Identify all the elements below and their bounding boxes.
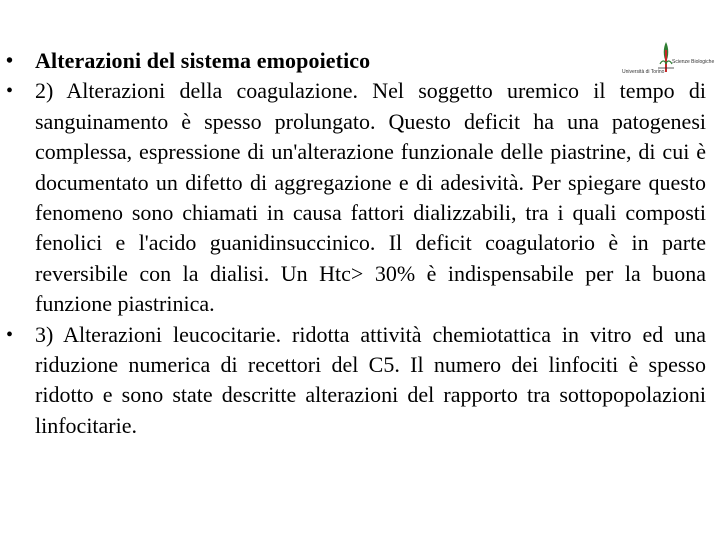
- bullet-icon: •: [6, 50, 14, 72]
- bullet-list: [0, 46, 720, 441]
- bullet-item-title: [0, 46, 720, 76]
- bullet-item-coagulation: [0, 76, 720, 319]
- bullet-text: 2) Alterazioni della coagulazione. Nel soggetto uremico il tempo di sanguinamento è spesso prolungato. Questo deficit ha una patogenesi complessa, espressione di un'alterazione funzionale delle piastrine, di cui è documentato un difetto di aggregazione e di adesività. Per spiegare questo fenomeno sono chiamati in causa fattori dializzabili, tra i quali composti fenolici e l'acido guanidinsuccinico. Il deficit coagulatorio è in parte reversibile con la dialisi. Un Htc> 30% è indispensabile per la buona funzione piastrinica.: [35, 78, 706, 317]
- bullet-icon: •: [6, 80, 14, 103]
- logo-left-text: Università di Torino: [622, 69, 665, 75]
- logo-right-text: Scienze Biologiche: [672, 59, 715, 65]
- bullet-item-leukocytes: [0, 320, 720, 442]
- bullet-text: 3) Alterazioni leucocitarie. ridotta attività chemiotattica in vitro ed una riduzione numerica di recettori del C5. Il numero dei linfociti è spesso ridotto e sono state descritte alterazioni del rapporto tra sottopopolazioni linfocitarie.: [35, 321, 706, 438]
- bullet-text: Alterazioni del sistema emopoietico: [35, 48, 371, 73]
- bullet-icon: •: [6, 323, 14, 346]
